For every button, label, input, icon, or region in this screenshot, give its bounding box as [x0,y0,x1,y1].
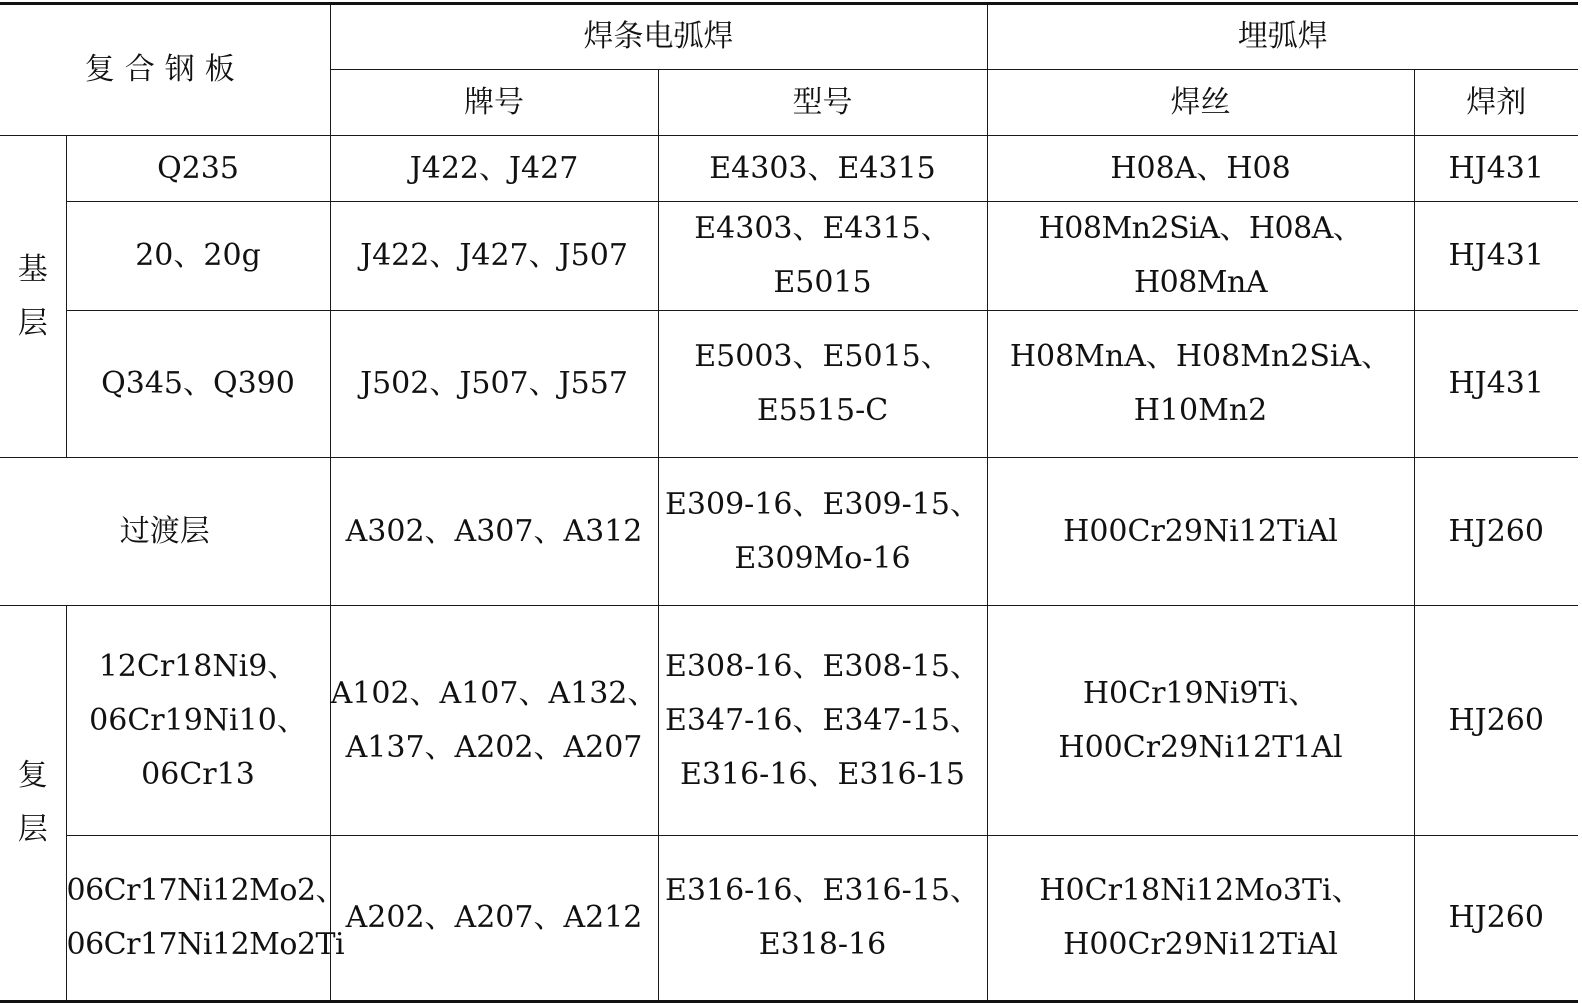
cell-line: E316-16、E316-15 [680,756,965,792]
cell-flux: HJ431 [1414,202,1578,311]
cell-line: H00Cr29Ni12TiAl [1063,927,1338,962]
cell-model [658,458,987,606]
table-row [0,136,1578,202]
cell-flux: HJ260 [1414,458,1578,606]
cell-brand: A202、A207、A212 [330,836,658,1002]
cell-wire [987,311,1414,458]
cell-model [658,606,987,836]
cell-steel: Q345、Q390 [66,311,330,458]
cell-line: 06Cr13 [141,756,255,792]
table-row [0,458,1578,606]
cell-line: H08MnA、H08Mn2SiA、 [1009,339,1392,374]
cell-brand: J502、J507、J557 [330,311,658,458]
cell-steel [66,606,330,836]
cell-line: E347-16、E347-15、 [665,702,980,738]
cell-line: A102、A107、A132、 [330,675,658,711]
header-smaw: 焊条电弧焊 [330,4,987,70]
cell-steel: Q235 [66,136,330,202]
group-clad-char-1: 复 [17,758,48,793]
cell-line: H0Cr19Ni9Ti、 [1082,675,1319,711]
header-saw: 埋弧焊 [987,4,1578,70]
cell-brand: J422、J427 [330,136,658,202]
cell-wire [987,836,1414,1002]
table-row [0,836,1578,1002]
group-transition-layer: 过渡层 [0,458,330,606]
cell-wire: H08A、H08 [987,136,1414,202]
table-row [0,606,1578,836]
header-flux: 焊剂 [1414,70,1578,136]
cell-model: E4303、E4315 [658,136,987,202]
cell-line: H00Cr29Ni12T1Al [1058,729,1343,765]
cell-line: E318-16 [758,927,887,962]
cell-line: E308-16、E308-15、 [665,648,980,684]
cell-brand: A302、A307、A312 [330,458,658,606]
group-clad-layer [0,606,66,1002]
cell-line: 06Cr17Ni12Mo2、 [66,873,346,908]
table-row [0,202,1578,311]
cell-steel [66,836,346,1002]
cell-line: H10Mn2 [1133,393,1268,428]
table-row [0,311,1578,458]
cell-line: E316-16、E316-15、 [665,873,980,908]
cell-wire: H00Cr29Ni12TiAl [987,458,1414,606]
cell-model: E4303、E4315、E5015 [658,202,987,311]
header-plate: 复合钢板 [0,4,330,136]
cell-model [658,836,987,1002]
cell-line: 06Cr19Ni10、 [89,702,307,738]
group-base-char-2: 层 [17,305,48,341]
welding-materials-table [0,2,1578,1003]
cell-wire: H08Mn2SiA、H08A、H08MnA [987,202,1414,311]
cell-line: E309-16、E309-15、 [665,486,980,522]
cell-flux: HJ260 [1414,836,1578,1002]
cell-line: A137、A202、A207 [345,729,643,765]
cell-line: H0Cr18Ni12Mo3Ti、 [1039,873,1362,908]
cell-line: 12Cr18Ni9、 [98,648,298,684]
cell-brand [330,606,658,836]
header-model: 型号 [658,70,987,136]
header-wire: 焊丝 [987,70,1414,136]
cell-flux: HJ260 [1414,606,1578,836]
welding-materials-table-container [0,2,1578,1003]
header-row-1 [0,4,1578,70]
cell-line: E309Mo-16 [734,540,911,576]
cell-line: 06Cr17Ni12Mo2Ti [66,927,345,962]
cell-steel: 20、20g [66,202,330,311]
cell-model: E5003、E5015、E5515-C [658,311,987,458]
group-clad-char-2: 层 [17,812,48,847]
group-base-char-1: 基 [17,251,48,287]
cell-brand: J422、J427、J507 [330,202,658,311]
cell-wire [987,606,1414,836]
cell-flux: HJ431 [1414,136,1578,202]
header-brand: 牌号 [330,70,658,136]
cell-flux: HJ431 [1414,311,1578,458]
group-base-layer [0,136,66,458]
